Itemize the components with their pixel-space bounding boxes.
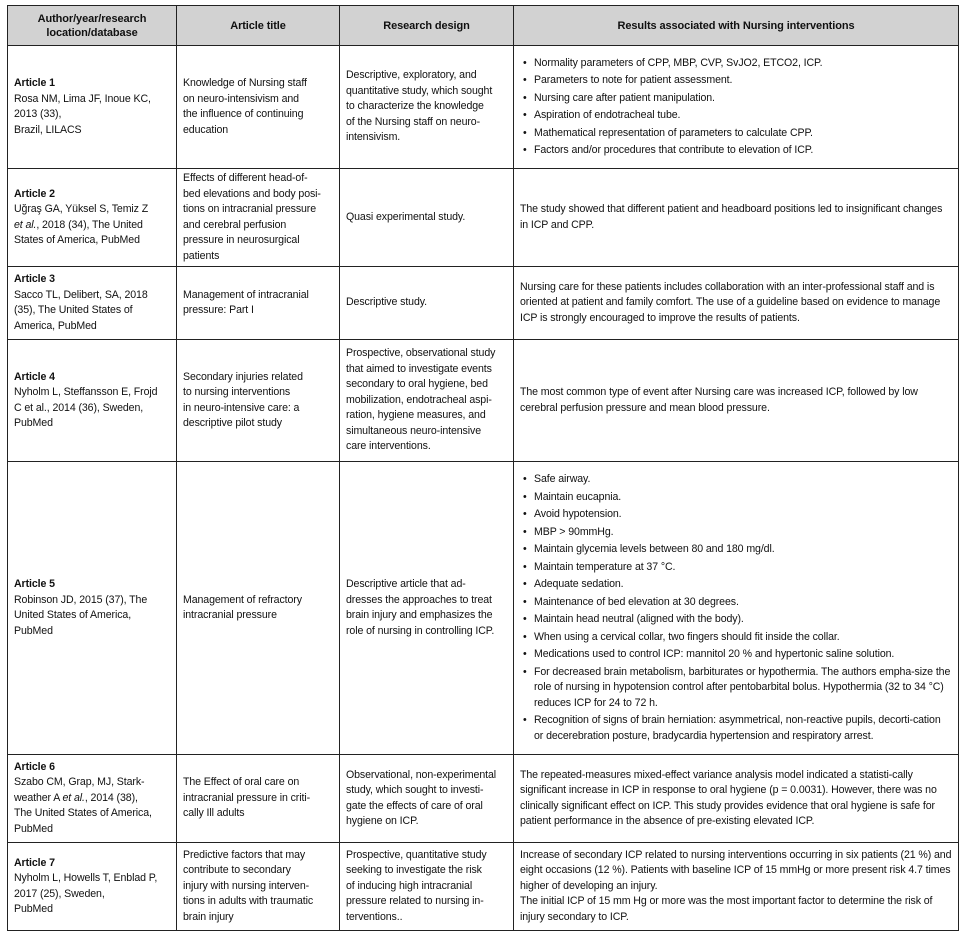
article-title-cell: Knowledge of Nursing staff on neuro-intensivism and the influence of continuing education	[177, 46, 340, 169]
article-label: Article 5	[14, 578, 55, 590]
results-cell: The study showed that different patient and headboard positions led to insignificant changes in ICP and CPP.	[514, 169, 959, 267]
author-cell: Article 5 Robinson JD, 2015 (37), The United States of America, PubMed	[8, 462, 177, 755]
list-item: • Maintenance of bed elevation at 30 degrees.	[534, 595, 952, 611]
research-design-cell: Prospective, observational study that aimed to investigate events secondary to oral hygiene, bed mobilization, endotracheal aspi- ration, hygiene measures, and simultaneous neuro-intensive care interventions.	[340, 340, 514, 462]
list-item: • Mathematical representation of parameters to calculate CPP.	[534, 126, 952, 142]
list-item: • Avoid hypotension.	[534, 507, 952, 523]
list-item: • Maintain eucapnia.	[534, 490, 952, 506]
literature-table-container	[7, 5, 958, 945]
article-title-cell: Predictive factors that may contribute to secondary injury with nursing interven- tions in adults with traumatic brain injury	[177, 843, 340, 931]
list-item: • Normality parameters of CPP, MBP, CVP, SvJO2, ETCO2, ICP.	[534, 56, 952, 72]
article-label: Article 1	[14, 77, 55, 89]
results-cell: The most common type of event after Nursing care was increased ICP, followed by low cerebral perfusion pressure and mean blood pressure.	[514, 340, 959, 462]
list-item: • Parameters to note for patient assessment.	[534, 73, 952, 89]
article-title-cell: Management of refractory intracranial pressure	[177, 462, 340, 755]
results-list	[520, 472, 952, 744]
article-title-cell: Effects of different head-of- bed elevations and body posi- tions on intracranial pressure and cerebral perfusion pressure in neurosurgical patients	[177, 169, 340, 267]
list-item: • Recognition of signs of brain herniation: asymmetrical, non-reactive pupils, decorti-cation or decerebration posture, bradycardia hypertension and respiratory arrest.	[534, 713, 952, 744]
results-cell: The repeated-measures mixed-effect variance analysis model indicated a statisti-cally significant increase in ICP in response to oral hygiene (p = 0.0031). However, there was no clinically significant effect on ICP. This study provides evidence that oral hygiene is safe for patient performance in the absence of pre-existing elevated ICP.	[514, 755, 959, 843]
results-cell	[514, 46, 959, 169]
list-item: • Nursing care after patient manipulation.	[534, 91, 952, 107]
results-cell: Nursing care for these patients includes collaboration with an inter-professional staff and is oriented at patient and family comfort. The use of a guideline based on evidence to manage ICP is strongly encouraged to improve the results of patients.	[514, 267, 959, 340]
author-cell: Article 6 Szabo CM, Grap, MJ, Stark- weather A et al., 2014 (38), The United States of America, PubMed	[8, 755, 177, 843]
table-row	[8, 462, 959, 755]
table-row	[8, 843, 959, 931]
list-item: • Maintain glycemia levels between 80 and 180 mg/dl.	[534, 542, 952, 558]
author-cell: Article 2 Uğraş GA, Yüksel S, Temiz Z et al., 2018 (34), The United States of America, PubMed	[8, 169, 177, 267]
header-results: Results associated with Nursing interventions	[514, 6, 959, 46]
table-row	[8, 46, 959, 169]
list-item: • Adequate sedation.	[534, 577, 952, 593]
table-row	[8, 340, 959, 462]
results-list	[520, 56, 952, 159]
research-design-cell: Observational, non-experimental study, which sought to investi- gate the effects of care of oral hygiene on ICP.	[340, 755, 514, 843]
article-title-cell: The Effect of oral care on intracranial pressure in criti- cally Ill adults	[177, 755, 340, 843]
list-item: • Aspiration of endotracheal tube.	[534, 108, 952, 124]
table-header-row	[8, 6, 959, 46]
article-title-cell: Management of intracranial pressure: Part I	[177, 267, 340, 340]
table-row	[8, 755, 959, 843]
results-cell: Increase of secondary ICP related to nursing interventions occurring in six patients (21 %) and eight occasions (12 %). Patients with baseline ICP of 15 mmHg or more present risk 4.7 times higher of developing an injury. The initial ICP of 15 mm Hg or more was the most important factor to determine the risk of injury secondary to ICP.	[514, 843, 959, 931]
list-item: • Medications used to control ICP: mannitol 20 % and hypertonic saline solution.	[534, 647, 952, 663]
research-design-cell: Quasi experimental study.	[340, 169, 514, 267]
list-item: • For decreased brain metabolism, barbiturates or hypothermia. The authors empha-size the role of nursing in hypotension control after pentobarbital bolus. Hypothermia (32 to 34 °C) reduces ICP for 24 to 72 h.	[534, 665, 952, 712]
author-cell: Article 7 Nyholm L, Howells T, Enblad P, 2017 (25), Sweden, PubMed	[8, 843, 177, 931]
author-cell: Article 1 Rosa NM, Lima JF, Inoue KC, 2013 (33), Brazil, LILACS	[8, 46, 177, 169]
author-cell: Article 4 Nyholm L, Steffansson E, Frojd C et al., 2014 (36), Sweden, PubMed	[8, 340, 177, 462]
literature-review-table	[7, 5, 959, 931]
header-research-design: Research design	[340, 6, 514, 46]
table-row	[8, 267, 959, 340]
list-item: • Safe airway.	[534, 472, 952, 488]
article-label: Article 6	[14, 760, 55, 773]
article-label: Article 3	[14, 273, 55, 285]
research-design-cell: Descriptive, exploratory, and quantitative study, which sought to characterize the knowledge of the Nursing staff on neuro- intensivism.	[340, 46, 514, 169]
list-item: • Factors and/or procedures that contribute to elevation of ICP.	[534, 143, 952, 159]
research-design-cell: Descriptive article that ad- dresses the approaches to treat brain injury and emphasizes the role of nursing in controlling ICP.	[340, 462, 514, 755]
article-label: Article 2	[14, 187, 55, 200]
research-design-cell: Descriptive study.	[340, 267, 514, 340]
list-item: • When using a cervical collar, two fingers should fit inside the collar.	[534, 630, 952, 646]
header-article-title: Article title	[177, 6, 340, 46]
table-row	[8, 169, 959, 267]
results-cell	[514, 462, 959, 755]
list-item: • MBP > 90mmHg.	[534, 525, 952, 541]
list-item: • Maintain head neutral (aligned with the body).	[534, 612, 952, 628]
article-title-cell: Secondary injuries related to nursing interventions in neuro-intensive care: a descriptive pilot study	[177, 340, 340, 462]
article-label: Article 7	[14, 856, 55, 869]
author-cell: Article 3 Sacco TL, Delibert, SA, 2018 (35), The United States of America, PubMed	[8, 267, 177, 340]
header-author: Author/year/research location/database	[8, 6, 177, 46]
research-design-cell: Prospective, quantitative study seeking to investigate the risk of inducing high intracranial pressure related to nursing in- terventions..	[340, 843, 514, 931]
list-item: • Maintain temperature at 37 °C.	[534, 560, 952, 576]
article-label: Article 4	[14, 370, 55, 383]
